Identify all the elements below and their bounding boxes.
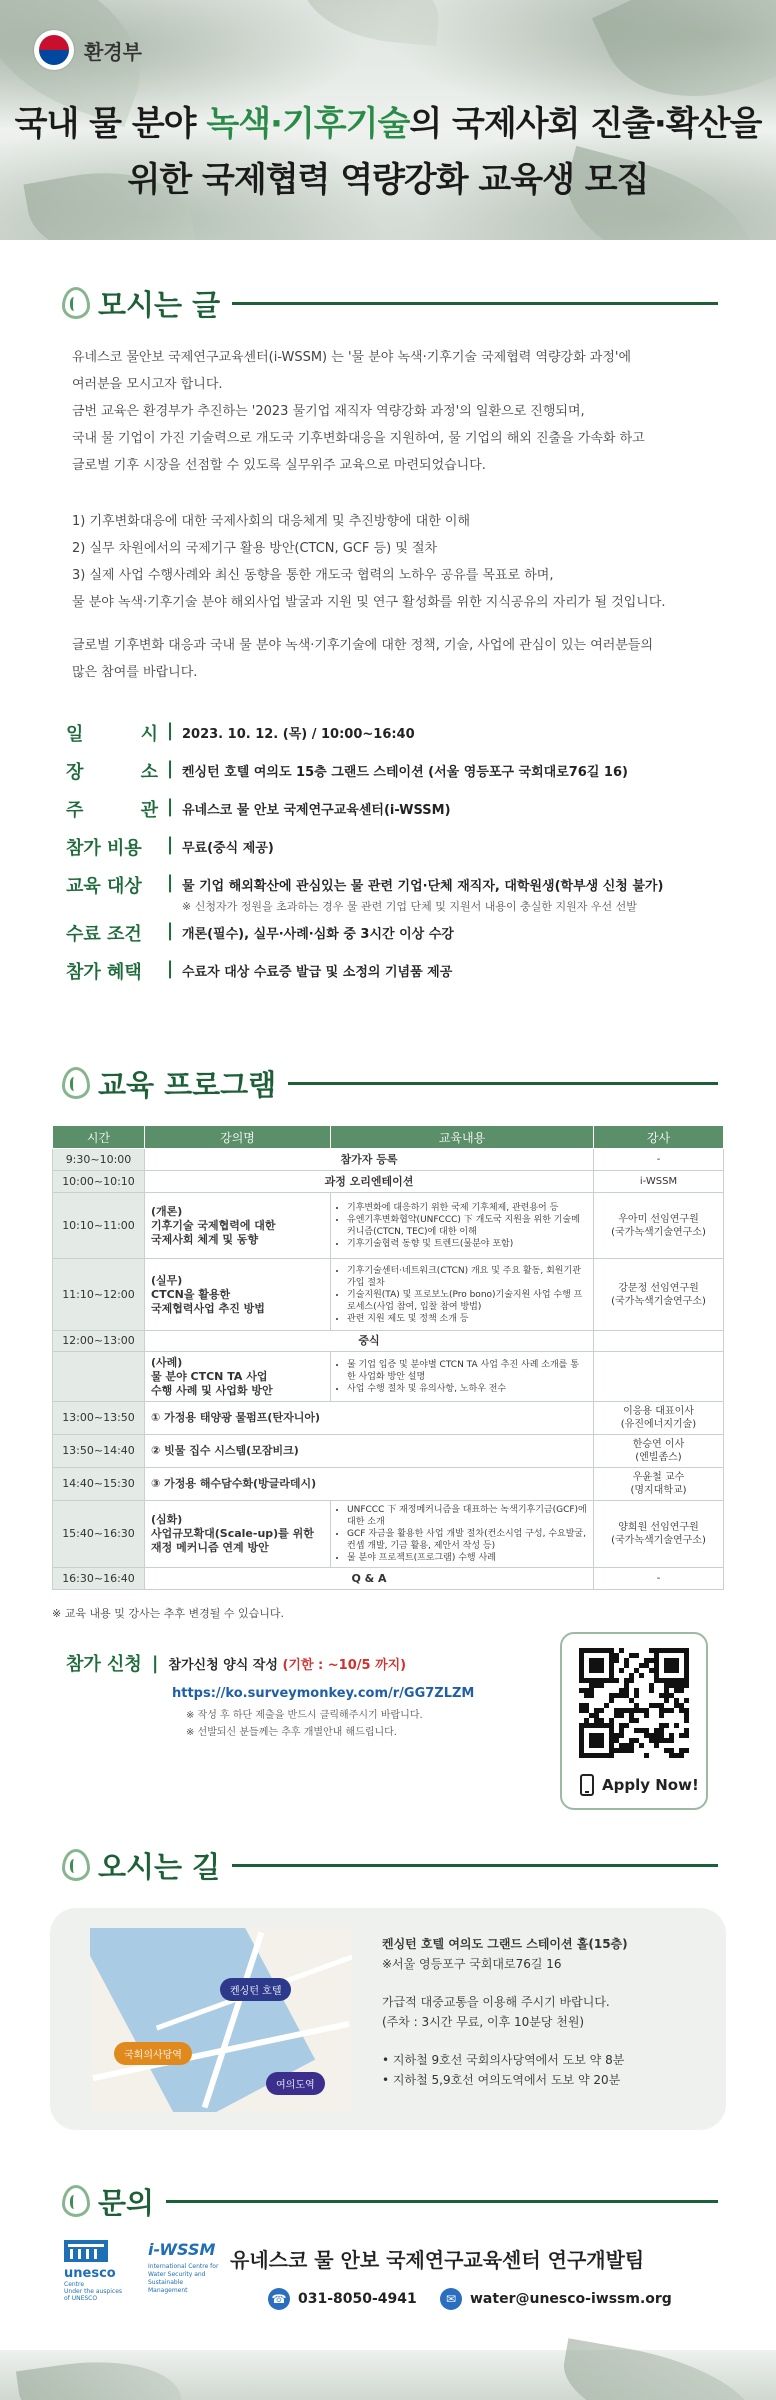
qr-module [639,1673,644,1678]
mail-icon: ✉ [440,2288,462,2310]
water-drop-sprout-icon [58,1063,92,1103]
table-row: 9:30~10:00 참가자 등록 - [53,1149,724,1171]
qr-module [589,1693,594,1698]
qr-module [684,1683,689,1688]
qr-module [659,1713,664,1718]
qr-module [624,1723,629,1728]
info-target: 교육 대상 | 물 기업 해외확산에 관심있는 물 관련 기업·단체 재직자, 대학원생(학부생 신청 불가) ※ 신청자가 정원을 초과하는 경우 물 관련 기업 단체 및 지원서 내용이 충실한 지원자 우선 선발 [66,872,664,913]
qr-module [674,1668,679,1673]
qr-module [684,1733,689,1738]
water-drop-sprout-icon [58,1845,92,1885]
header-banner [0,0,776,240]
event-info-list [66,720,736,996]
section-heading-contact: 문의 [58,2178,718,2224]
qr-module [679,1753,684,1758]
contact-phone[interactable]: ☎ 031-8050-4941 [268,2288,417,2310]
program-table [52,1125,724,1590]
info-completion: 수료 조건 | 개론(필수), 실무·사례·심화 중 3시간 이상 수강 [66,920,454,945]
info-date: 일 시 | 2023. 10. 12. (목) / 10:00~16:40 [66,720,415,745]
qr-module [684,1698,689,1703]
qr-module [674,1723,679,1728]
qr-module [619,1668,624,1673]
qr-module [664,1698,669,1703]
location-map[interactable] [90,1928,352,2112]
qr-module [604,1703,609,1708]
table-row: 13:50~14:40 ② 빗물 집수 시스템(모잠비크) 한승연 이사 (엔빌좀스) [53,1435,724,1468]
unesco-logo: unesco Centre Under the auspices of UNESCO [64,2240,140,2312]
apply-now-button[interactable]: Apply Now! [560,1632,708,1810]
qr-module [599,1708,604,1713]
map-pin-assembly-station: 국회의사당역 [114,2042,192,2065]
intro-paragraph-1: 유네스코 물안보 국제연구교육센터(i-WSSM) 는 '물 분야 녹색·기후기술 국제협력 역량강화 과정'에 여러분을 모시고자 합니다. 금번 교육은 환경부가 추진하는 '2023 물기업 재직자 역량강화 과정'의 일환으로 진행되며, 국내 물 기업이 가진 기술력으로 개도국 기후변화대응을 지원하여, 물 기업의 해외 진출을 가속화 하고 글로벌 기후 시장을 선점할 수 있도록 실무위주 교육으로 마련되었습니다. [72,350,645,473]
table-row: 14:40~15:30 ③ 가정용 해수담수화(방글라데시) 우윤철 교수 (명지대학교) [53,1468,724,1501]
qr-module [629,1748,634,1753]
table-row: 12:00~13:00 중식 [53,1331,724,1352]
qr-module [599,1668,604,1673]
qr-module [629,1678,634,1683]
contact-organization: 유네스코 물 안보 국제연구교육센터 연구개발팀 [230,2248,645,2272]
water-drop-sprout-icon [58,2181,92,2221]
map-pin-hotel: 켄싱턴 호텔 [220,1978,291,2001]
intro-paragraph-3: 글로벌 기후변화 대응과 국내 물 분야 녹색·기후기술에 대한 정책, 기술, 사업에 관심이 있는 여러분들의 많은 참여를 바랍니다. [72,638,653,680]
page-title: 국내 물 분야 녹색·기후기술의 국제사회 진출·확산을 위한 국제협력 역량강화 교육생 모집 [14,104,762,200]
qr-module [664,1723,669,1728]
table-row: (사례) 물 분야 CTCN TA 사업 수행 사례 및 사업화 방안 • 물 기업 입증 및 분야별 CTCN TA 사업 추진 사례 소개를 통한 사업화 방안 설명 • 사업 수행 절차 및 유의사항, 노하우 전수 [53,1352,724,1402]
qr-module [669,1708,674,1713]
smartphone-icon [580,1774,594,1796]
info-fee: 참가 비용 | 무료(중식 제공) [66,834,274,859]
contact-email[interactable]: ✉ water@unesco-iwssm.org [440,2288,672,2310]
water-drop-sprout-icon [58,283,92,323]
qr-module [684,1718,689,1723]
apply-notes: ※ 작성 후 하단 제출을 반드시 클릭해주시기 바랍니다. ※ 선발되신 분들께는 추후 개별안내 해드립니다. [186,1710,423,1738]
qr-module [619,1713,624,1718]
phone-icon: ☎ [268,2288,290,2310]
table-row: 11:10~12:00 (실무) CTCN을 활용한 국제협력사업 추진 방법 • 기후기술센터·네트워크(CTCN) 개요 및 주요 활동, 회원기관 가입 절차 • 기술지원(TA) 및 프로보노(Pro bono)기술지원 사업 수행 프로세스(사업 참여, 입찰 참여 방법) • 관련 지원 제도 및 정책 소개 등 강문정 선임연구원 (국가녹색기술연구소) [53,1259,724,1331]
qr-module [634,1693,639,1698]
section-heading-directions: 오시는 길 [58,1842,718,1888]
qr-module [639,1743,644,1748]
section-heading-intro: 모시는 글 [58,280,718,326]
directions-text: 켄싱턴 호텔 여의도 그랜드 스테이션 홀(15층) ※서울 영등포구 국회대로76길 16 가급적 대중교통을 이용해 주시기 바랍니다. (주차 : 3시간 무료, 이후 10분당 천원) • 지하철 9호선 국회의사당역에서 도보 약 8분 • 지하철 5,9호선 여의도역에서 도보 약 20분 [382,1937,628,2087]
taeguk-emblem-icon [34,30,74,70]
directions-box [50,1908,726,2130]
qr-module [649,1688,654,1693]
qr-module [644,1753,649,1758]
info-benefit: 참가 혜택 | 수료자 대상 수료증 발급 및 소정의 기념품 제공 [66,958,453,983]
qr-module [644,1713,649,1718]
footer-decoration [0,2350,776,2400]
apply-link[interactable]: https://ko.surveymonkey.com/r/GG7ZLZM [172,1686,475,1701]
qr-module [619,1648,624,1653]
qr-module [634,1718,639,1723]
qr-module [679,1688,684,1693]
qr-module [684,1748,689,1753]
apply-section: 참가 신청 | 참가신청 양식 작성 (기한 : ~10/5 까지) https://ko.surveymonkey.com/r/GG7ZLZM ※ 작성 후 하단 제출을 반드시 클릭해주시기 바랍니다. ※ 선발되신 분들께는 추후 개별안내 해드립니다. [66,1650,546,1741]
section-heading-program: 교육 프로그램 [58,1060,718,1106]
qr-module [614,1658,619,1663]
qr-module [654,1743,659,1748]
iwssm-logo: i-WSSM International Centre for Water Security and Sustainable Management [148,2240,219,2294]
qr-module [624,1663,629,1668]
program-note: ※ 교육 내용 및 강사는 추후 변경될 수 있습니다. [52,1607,284,1620]
table-row: 16:30~16:40 Q & A - [53,1568,724,1590]
qr-module [619,1733,624,1738]
ministry-logo [34,30,142,70]
qr-module [599,1743,604,1748]
qr-code[interactable] [579,1648,689,1758]
intro-paragraph-2: 1) 기후변화대응에 대한 국제사회의 대응체계 및 추진방향에 대한 이해 2) 실무 차원에서의 국제기구 활용 방안(CTCN, GCF 등) 및 절차 3) 실제 사업 수행사례와 최신 동향을 통한 개도국 협력의 노하우 공유를 목표로 하며, 물 분야 녹색·기후기술 분야 해외사업 발굴과 지원 및 연구 활성화를 위한 지식공유의 자리가 될 것입니다. [72,514,666,610]
table-row: 13:00~13:50 ① 가정용 태양광 물펌프(탄자니아) 이응용 대표이사 (유진에너지기술) [53,1402,724,1435]
qr-module [634,1653,639,1658]
map-pin-yeouido-station: 여의도역 [266,2072,325,2095]
ministry-name: 환경부 [84,39,142,64]
qr-module [669,1738,674,1743]
info-place: 장 소 | 켄싱턴 호텔 여의도 15층 그랜드 스테이션 (서울 영등포구 국회대로76길 16) [66,758,628,783]
qr-module [599,1683,604,1688]
qr-module [609,1698,614,1703]
info-host: 주 관 | 유네스코 물 안보 국제연구교육센터(i-WSSM) [66,796,451,821]
table-row: 15:40~16:30 (심화) 사업규모확대(Scale-up)를 위한 재정 메커니즘 연계 방안 • UNFCCC 下 재정메커니즘을 대표하는 녹색기후기금(GCF)에 대한 소개 • GCF 자금을 활용한 사업 개발 절차(컨소시엄 구성, 수요발굴, 컨셉 개발, 기금 활용, 제안서 작성 등) • 물 분야 프로젝트(프로그램) 수행 사례 양희원 선임연구원 (국가녹색기술연구소) [53,1501,724,1568]
qr-module [614,1678,619,1683]
table-row: 10:10~11:00 (개론) 기후기술 국제협력에 대한 국제사회 체계 및 동향 • 기후변화에 대응하기 위한 국제 기후체제, 관련용어 등 • 유엔기후변화협약(UNFCCC) 下 개도국 지원을 위한 기술메커니즘(CTCN, TEC)에 대한 이해 • 기후기술협력 동향 및 트렌드(물분야 포함) 우아미 선임연구원 (국가녹색기술연구소) [53,1193,724,1259]
table-header-row: 시간 강의명 교육내용 강사 [53,1126,724,1149]
qr-module [609,1753,614,1758]
table-row: 10:00~10:10 과정 오리엔테이션 i-WSSM [53,1171,724,1193]
